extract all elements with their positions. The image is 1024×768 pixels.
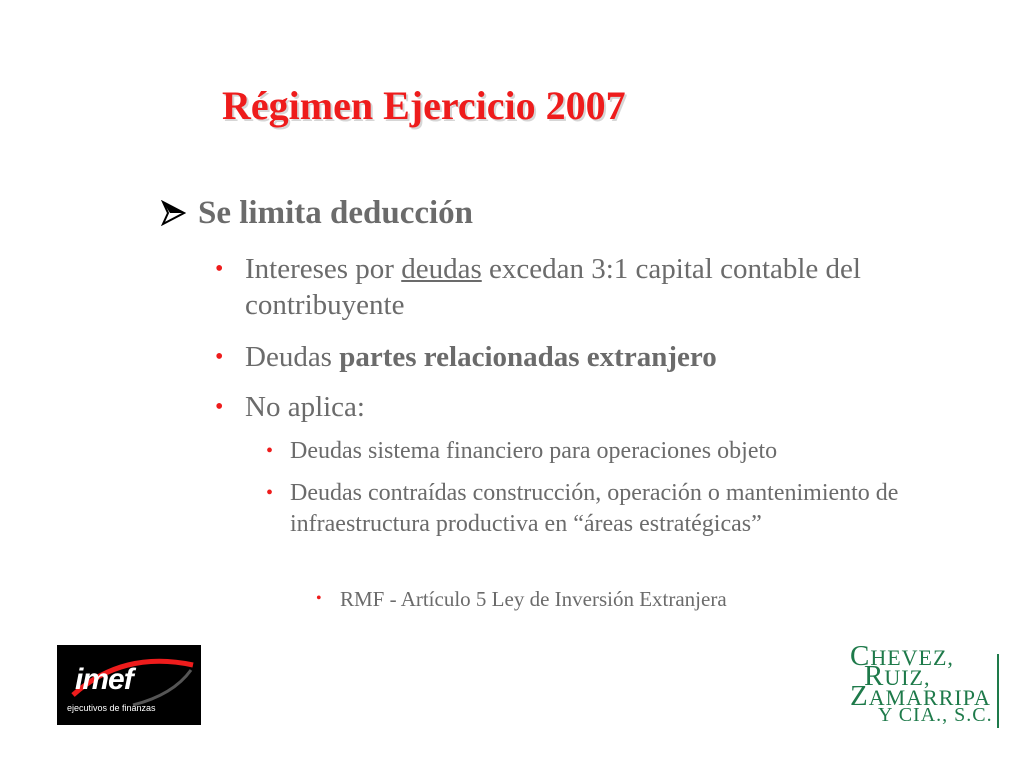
- imef-tagline: ejecutivos de finanzas: [67, 703, 156, 713]
- list-item: [215, 389, 945, 425]
- list-item: [215, 251, 945, 323]
- sub-sub-list-item: [316, 585, 940, 613]
- dot-bullet-icon: •: [215, 344, 224, 370]
- item-text: Intereses por: [245, 253, 402, 285]
- dot-bullet-icon: •: [266, 482, 274, 504]
- arrow-bullet-icon: [160, 195, 198, 232]
- dot-bullet-icon: •: [215, 256, 224, 282]
- dot-bullet-icon: •: [316, 590, 322, 607]
- dot-bullet-icon: •: [215, 394, 224, 420]
- sub-sub-item-text: RMF - Artículo 5 Ley de Inversión Extranjera: [340, 587, 727, 611]
- logo-line-3: ZAMARRIPA: [850, 680, 991, 712]
- item-text: No aplica:: [245, 391, 365, 423]
- item-text-underlined: deudas: [401, 253, 482, 285]
- dot-bullet-icon: •: [266, 440, 274, 462]
- logo-divider: [997, 654, 999, 728]
- list-item: [215, 339, 945, 375]
- sub-item-text: Deudas sistema financiero para operaciones objeto: [290, 438, 778, 464]
- logo-line-1: CHEVEZ,: [850, 640, 954, 672]
- item-text: excedan 3:1 capital contable del contribuyente: [245, 253, 861, 321]
- main-bullet: [160, 195, 473, 232]
- logo-line-4: Y CIA., S.C.: [878, 704, 993, 726]
- imef-logo: [57, 645, 201, 725]
- item-text: Deudas: [245, 341, 340, 373]
- imef-wordmark: imef: [75, 663, 133, 696]
- logo-line-2: RUIZ,: [864, 660, 931, 692]
- sub-list-item: [266, 436, 940, 467]
- sub-item-text: Deudas contraídas construcción, operación o mantenimiento de infraestructura productiva en “áreas estratégicas”: [290, 480, 899, 537]
- item-text-bold: partes relacionadas extranjero: [339, 341, 717, 373]
- chevez-ruiz-logo: [840, 640, 1020, 730]
- main-bullet-text: Se limita deducción: [198, 195, 474, 231]
- sub-list-item: [266, 478, 930, 540]
- slide-title: Régimen Ejercicio 2007: [222, 83, 626, 128]
